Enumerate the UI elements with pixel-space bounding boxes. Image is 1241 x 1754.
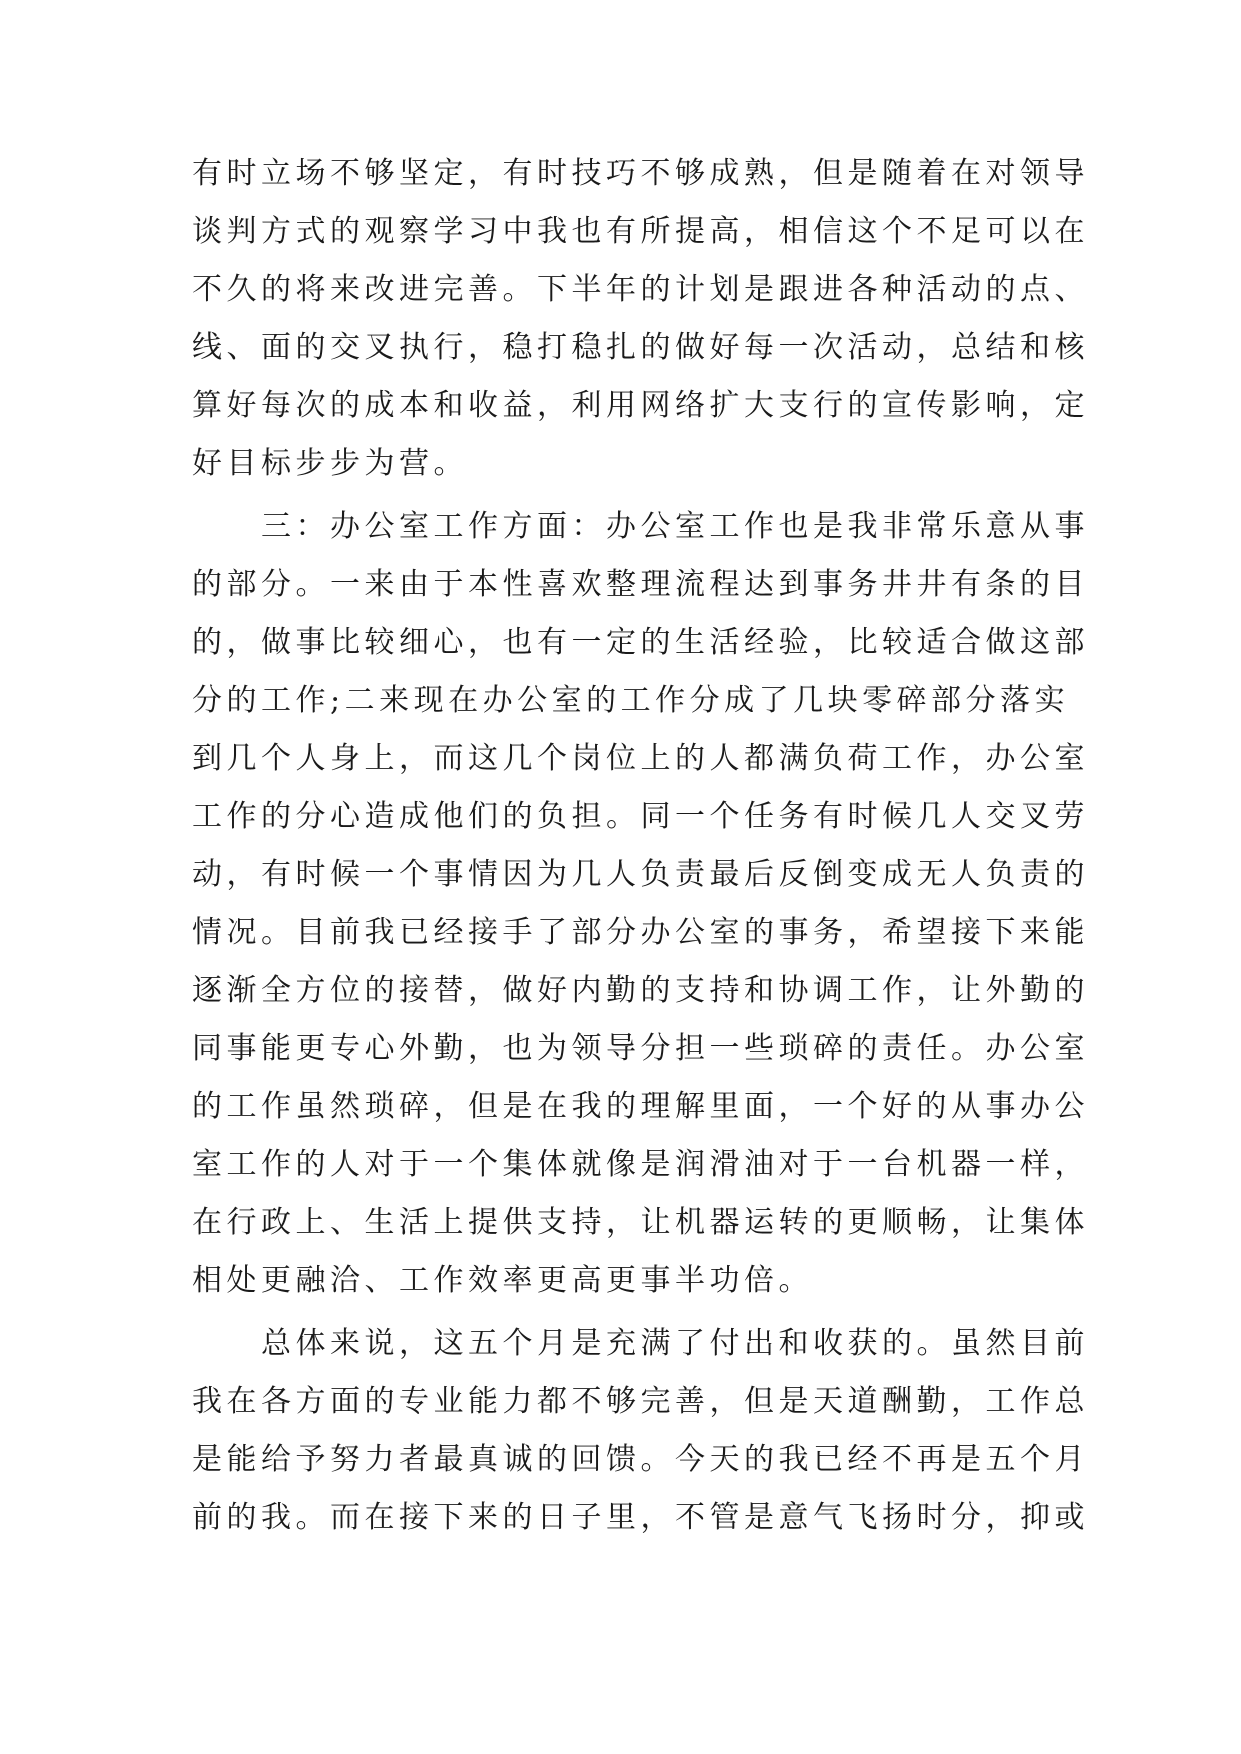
paragraph — [192, 1315, 1089, 1547]
text-line: 我在各方面的专业能力都不够完善，但是天道酬勤，工作总 — [192, 1384, 1089, 1419]
text-line: 算好每次的成本和收益，利用网络扩大支行的宣传影响，定 — [192, 388, 1089, 423]
text-line: 前的我。而在接下来的日子里，不管是意气飞扬时分，抑或 — [192, 1500, 1089, 1535]
text-line: 分的工作;二来现在办公室的工作分成了几块零碎部分落实 — [192, 683, 1070, 718]
text-line: 在行政上、生活上提供支持，让机器运转的更顺畅，让集体 — [192, 1205, 1089, 1240]
text-line: 三：办公室工作方面：办公室工作也是我非常乐意从事 — [192, 509, 1089, 544]
text-line: 是能给予努力者最真诚的回馈。今天的我已经不再是五个月 — [192, 1442, 1089, 1477]
paragraph — [192, 145, 1089, 493]
text-line: 谈判方式的观察学习中我也有所提高，相信这个不足可以在 — [192, 214, 1089, 249]
text-line: 室工作的人对于一个集体就像是润滑油对于一台机器一样， — [192, 1147, 1089, 1182]
text-line: 有时立场不够坚定，有时技巧不够成熟，但是随着在对领导 — [192, 156, 1089, 191]
text-line: 逐渐全方位的接替，做好内勤的支持和协调工作，让外勤的 — [192, 973, 1089, 1008]
text-line: 不久的将来改进完善。下半年的计划是跟进各种活动的点、 — [192, 272, 1089, 307]
text-line: 情况。目前我已经接手了部分办公室的事务，希望接下来能 — [192, 915, 1089, 950]
text-line: 好目标步步为营。 — [192, 446, 468, 481]
text-line: 的工作虽然琐碎，但是在我的理解里面，一个好的从事办公 — [192, 1089, 1089, 1124]
text-line: 的部分。一来由于本性喜欢整理流程达到事务井井有条的目 — [192, 567, 1089, 602]
text-line: 工作的分心造成他们的负担。同一个任务有时候几人交叉劳 — [192, 799, 1089, 834]
text-line: 同事能更专心外勤，也为领导分担一些琐碎的责任。办公室 — [192, 1031, 1089, 1066]
text-line: 线、面的交叉执行，稳打稳扎的做好每一次活动，总结和核 — [192, 330, 1089, 365]
body-text — [192, 145, 1089, 1547]
text-line: 动，有时候一个事情因为几人负责最后反倒变成无人负责的 — [192, 857, 1089, 892]
text-line: 相处更融洽、工作效率更高更事半功倍。 — [192, 1263, 813, 1298]
text-line: 的，做事比较细心，也有一定的生活经验，比较适合做这部 — [192, 625, 1089, 660]
text-line: 到几个人身上，而这几个岗位上的人都满负荷工作，办公室 — [192, 741, 1089, 776]
text-line: 总体来说，这五个月是充满了付出和收获的。虽然目前 — [192, 1326, 1089, 1361]
paragraph — [192, 498, 1089, 1310]
